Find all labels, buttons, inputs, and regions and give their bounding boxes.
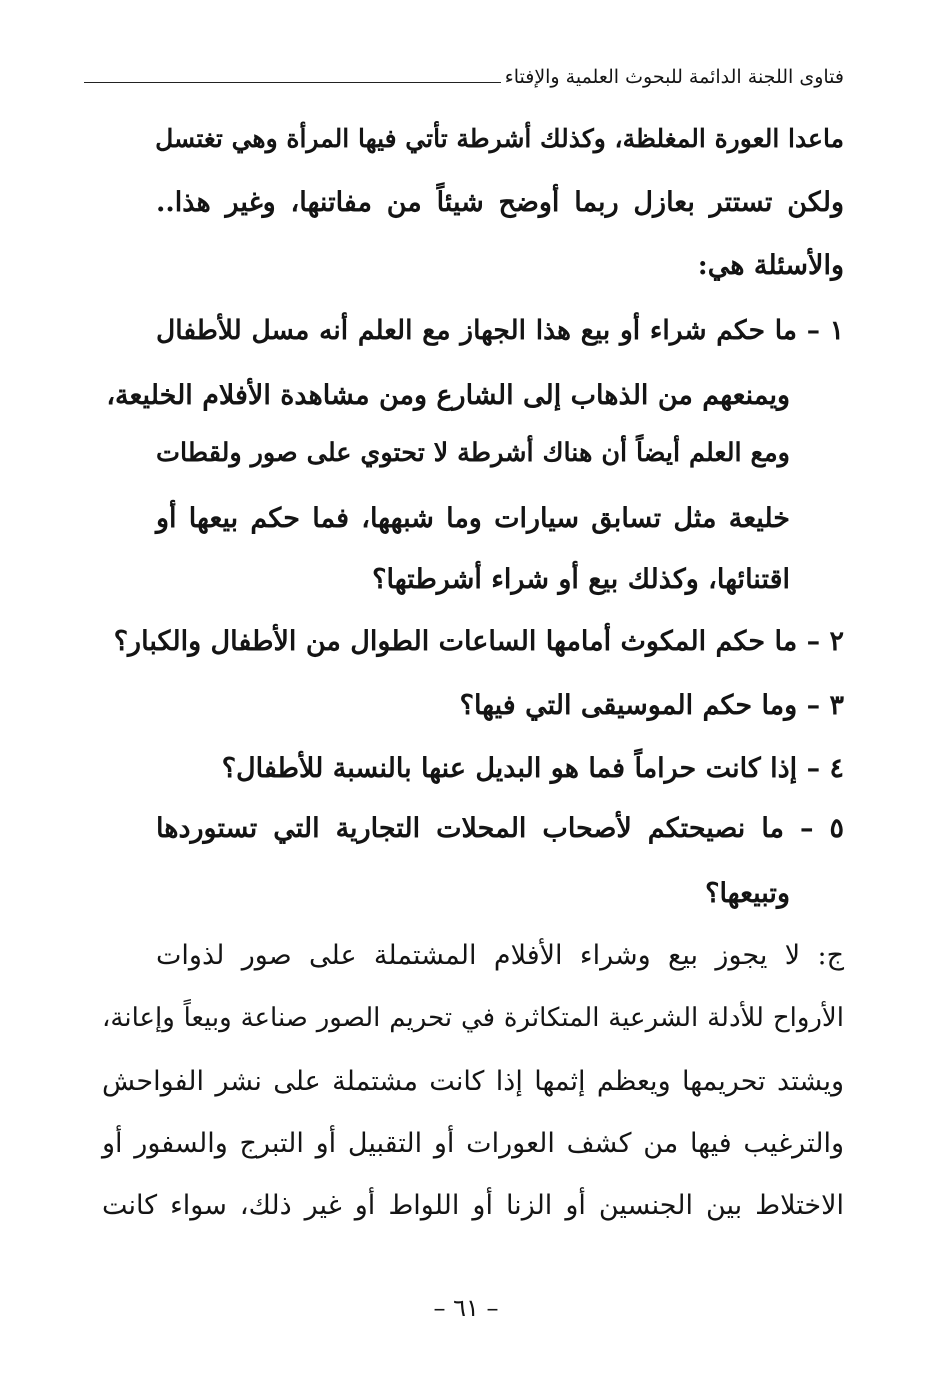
question-1-line: خليعة مثل تسابق سيارات وما شبهها، فما حكم بيعها أو <box>156 503 790 534</box>
question-1-line: ومع العلم أيضاً أن هناك أشرطة لا تحتوي على صور ولقطات <box>156 438 790 468</box>
running-header <box>84 60 844 94</box>
text-line: والأسئلة هي: <box>697 250 844 281</box>
question-5-line: ٥ – ما نصيحتكم لأصحاب المحلات التجارية التي تستوردها <box>156 813 844 844</box>
question-1-line: ١ – ما حكم شراء أو بيع هذا الجهاز مع العلم أنه مسل للأطفال <box>156 315 844 346</box>
question-4-line: ٤ – إذا كانت حراماً فما هو البديل عنها بالنسبة للأطفال؟ <box>221 753 844 784</box>
text-line: ولكن تستتر بعازل ربما أوضح شيئاً من مفاتنها، وغير هذا.. <box>156 187 844 218</box>
text-line: ماعدا العورة المغلظة، وكذلك أشرطة تأتي فيها المرأة وهي تغتسل <box>155 124 844 153</box>
header-title: فتاوى اللجنة الدائمة للبحوث العلمية والإفتاء <box>504 65 844 88</box>
answer-line: الاختلاط بين الجنسين أو الزنا أو اللواط أو غير ذلك، سواء كانت <box>102 1190 844 1221</box>
question-2-line: ٢ – ما حكم المكوث أمامها الساعات الطوال من الأطفال والكبار؟ <box>113 626 844 657</box>
header-rule <box>84 82 501 83</box>
question-3-line: ٣ – وما حكم الموسيقى التي فيها؟ <box>459 690 844 721</box>
question-5-line: وتبيعها؟ <box>705 878 790 909</box>
page-number: – ٦١ – <box>433 1294 499 1322</box>
answer-line: ج: لا يجوز بيع وشراء الأفلام المشتملة على صور لذوات <box>156 940 844 971</box>
answer-line: والترغيب فيها من كشف العورات أو التقبيل أو التبرج والسفور أو <box>102 1128 844 1159</box>
answer-line: الأرواح للأدلة الشرعية المتكاثرة في تحريم الصور صناعة وبيعاً وإعانة، <box>102 1003 844 1033</box>
question-1-line: ويمنعهم من الذهاب إلى الشارع ومن مشاهدة الأفلام الخليعة، <box>106 380 790 411</box>
answer-line: ويشتد تحريمها ويعظم إثمها إذا كانت مشتملة على نشر الفواحش <box>102 1066 844 1097</box>
question-1-line: اقتنائها، وكذلك بيع أو شراء أشرطتها؟ <box>372 564 790 595</box>
